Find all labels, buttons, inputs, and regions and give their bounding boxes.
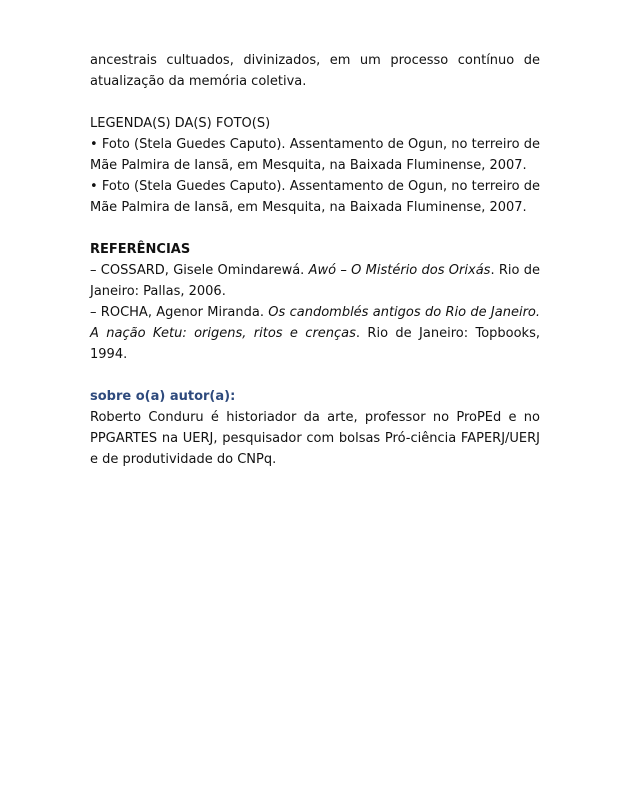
spacer bbox=[90, 218, 540, 239]
photo-legends-section bbox=[90, 113, 540, 218]
photo-legend-item: • Foto (Stela Guedes Caputo). Assentamento de Ogun, no terreiro de Mãe Palmira de Iansã, em Mesquita, na Baixada Fluminense, 2007. bbox=[90, 137, 540, 173]
reference-item bbox=[90, 302, 540, 365]
reference-item bbox=[90, 260, 540, 302]
author-bio: Roberto Conduru é historiador da arte, professor no ProPEd e no PPGARTES na UERJ, pesquisador com bolsas Pró-ciência FAPERJ/UERJ e de produtividade do CNPq. bbox=[90, 410, 540, 467]
intro-paragraph: ancestrais cultuados, divinizados, em um processo contínuo de atualização da memória coletiva. bbox=[90, 53, 540, 89]
reference-title: Os candomblés antigos do Rio de Janeiro. A nação Ketu: origens, ritos e crenças bbox=[90, 305, 540, 341]
reference-author: – ROCHA, Agenor Miranda. bbox=[90, 305, 269, 320]
reference-title: Awó – O Mistério dos Orixás bbox=[308, 263, 491, 278]
spacer bbox=[90, 365, 540, 386]
photo-legends-heading: LEGENDA(S) DA(S) FOTO(S) bbox=[90, 116, 271, 131]
reference-author: – COSSARD, Gisele Omindarewá. bbox=[90, 263, 309, 278]
references-heading: REFERÊNCIAS bbox=[90, 242, 191, 257]
reference-publication: . Rio de Janeiro: Topbooks, 1994. bbox=[90, 326, 540, 362]
references-section bbox=[90, 239, 540, 365]
photo-legend-item: • Foto (Stela Guedes Caputo). Assentamento de Ogun, no terreiro de Mãe Palmira de Iansã, em Mesquita, na Baixada Fluminense, 2007. bbox=[90, 179, 540, 215]
reference-publication: . Rio de Janeiro: Pallas, 2006. bbox=[90, 263, 540, 299]
spacer bbox=[90, 92, 540, 113]
document-body bbox=[90, 50, 540, 470]
author-heading: sobre o(a) autor(a): bbox=[90, 389, 236, 404]
author-section bbox=[90, 386, 540, 470]
